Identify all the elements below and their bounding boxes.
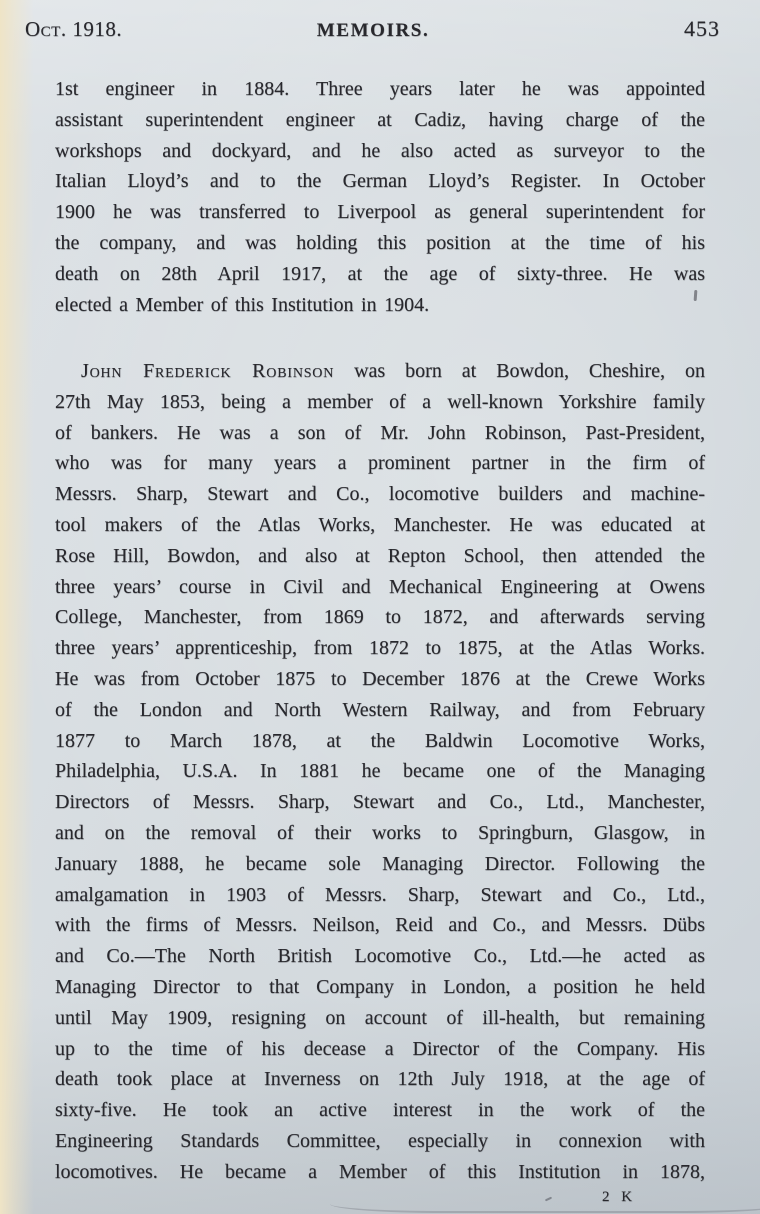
text-line: three years’ course in Civil and Mechanical Engineering at Owens xyxy=(55,575,705,598)
text-line: amalgamation in 1903 of Messrs. Sharp, Stewart and Co., Ltd., xyxy=(55,883,705,906)
paragraph-lines xyxy=(55,387,705,1188)
memoir-paragraph-robinson xyxy=(55,356,705,1188)
text-line: and Co.—The North British Locomotive Co., Ltd.—he acted as xyxy=(55,945,705,968)
page-edge-shadow xyxy=(330,1195,760,1213)
text-line: Managing Director to that Company in London, a position he held xyxy=(55,975,705,998)
text-line: Directors of Messrs. Sharp, Stewart and Co., Ltd., Manchester, xyxy=(55,791,705,814)
paragraph-last-line: elected a Member of this Institution in 1904. xyxy=(55,293,430,316)
text-line: three years’ apprenticeship, from 1872 to 1875, at the Atlas Works. xyxy=(55,637,705,660)
page-header xyxy=(25,16,720,42)
page-title: MEMOIRS. xyxy=(316,20,430,41)
text-line: and on the removal of their works to Springburn, Glasgow, in xyxy=(55,821,705,844)
text-line: tool makers of the Atlas Works, Manchester. He was educated at xyxy=(55,513,705,536)
first-line-text: was born at Bowdon, Cheshire, on xyxy=(334,360,705,382)
text-line: until May 1909, resigning on account of ill-health, but remaining xyxy=(55,1006,705,1029)
page-number: 453 xyxy=(684,16,720,41)
text-line: Italian Lloyd’s and to the German Lloyd’s Register. In October xyxy=(55,170,705,193)
signature-mark: 2 K xyxy=(602,1182,637,1206)
text-line: of bankers. He was a son of Mr. John Robinson, Past-President, xyxy=(55,421,705,444)
text-line: death on 28th April 1917, at the age of sixty-three. He was xyxy=(55,262,705,285)
text-line: He was from October 1875 to December 1876 at the Crewe Works xyxy=(55,667,705,690)
header-date: Oct. 1918. xyxy=(25,17,123,41)
text-line: locomotives. He became a Member of this Institution in 1878, xyxy=(55,1160,705,1183)
text-line: the company, and was holding this position at the time of his xyxy=(55,231,705,254)
text-line: Messrs. Sharp, Stewart and Co., locomotive builders and machine- xyxy=(55,483,705,506)
text-line: College, Manchester, from 1869 to 1872, and afterwards serving xyxy=(55,606,705,629)
text-line: Philadelphia, U.S.A. In 1881 he became one of the Managing xyxy=(55,760,705,783)
memoir-subject-name: John Frederick Robinson xyxy=(81,360,335,382)
text-line: January 1888, he became sole Managing Director. Following the xyxy=(55,852,705,875)
text-line: 1st engineer in 1884. Three years later he was appointed xyxy=(55,78,705,100)
text-line: sixty-five. He took an active interest in the work of the xyxy=(55,1099,705,1122)
text-line: workshops and dockyard, and he also acted as surveyor to the xyxy=(55,139,705,162)
text-line: 1877 to March 1878, at the Baldwin Locomotive Works, xyxy=(55,729,705,752)
text-line: who was for many years a prominent partner in the firm of xyxy=(55,452,705,475)
text-line: Rose Hill, Bowdon, and also at Repton School, then attended the xyxy=(55,544,705,567)
text-line: up to the time of his decease a Director of the Company. His xyxy=(55,1037,705,1060)
text-line: assistant superintendent engineer at Cadiz, having charge of the xyxy=(55,108,705,131)
text-line: 1900 he was transferred to Liverpool as general superintendent for xyxy=(55,201,705,224)
text-line: death took place at Inverness on 12th July 1918, at the age of xyxy=(55,1068,705,1091)
paragraph-first-line xyxy=(55,356,705,387)
text-line: 27th May 1853, being a member of a well-known Yorkshire family xyxy=(55,390,705,413)
paragraph-lines xyxy=(55,74,705,290)
text-line: with the firms of Messrs. Neilson, Reid and Co., and Messrs. Dübs xyxy=(55,914,705,937)
text-line: of the London and North Western Railway, and from February xyxy=(55,698,705,721)
memoir-paragraph-continuation xyxy=(55,74,705,320)
text-line: Engineering Standards Committee, especially in connexion with xyxy=(55,1129,705,1152)
